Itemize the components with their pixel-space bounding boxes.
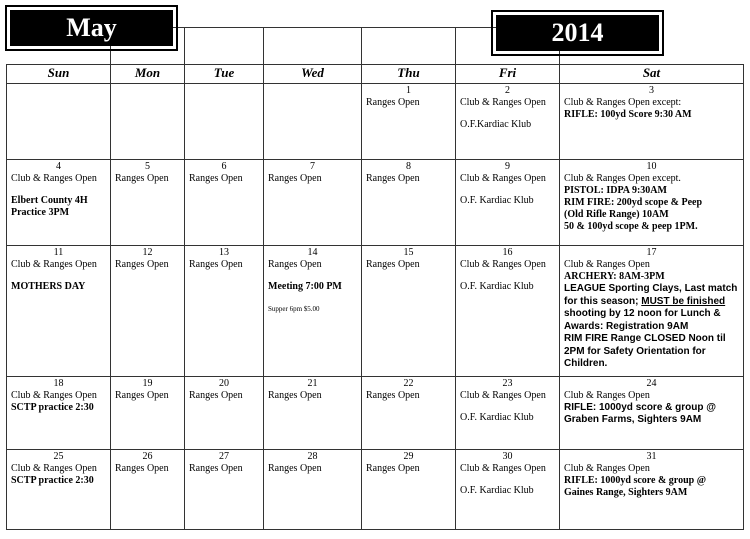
day-cell-content [456,450,559,498]
day-number: 24 [646,377,657,389]
event-line [11,281,106,293]
event-line [11,259,106,271]
day-cell-content [560,84,743,122]
event-text: Elbert County 4H [11,195,88,207]
event-text: Club & Ranges Open [460,389,546,401]
event-line [189,259,259,271]
event-text: Club & Ranges Open except. [564,173,681,185]
day-cell-content [111,246,184,272]
week-row [7,84,744,160]
event-line [11,463,106,475]
day-cell [456,84,560,160]
day-cell [264,84,362,160]
event-text: Ranges Open [115,259,169,271]
event-line [11,402,106,414]
event-line [564,209,739,221]
weekday-sun: Sun [7,65,111,84]
day-cell [185,160,264,246]
day-cell-content [7,246,110,294]
week-row [7,449,744,529]
event-line [460,119,555,131]
event-line [564,390,739,402]
calendar-weeks [7,84,744,530]
weekday-mon: Mon [111,65,185,84]
day-cell [264,160,362,246]
event-text: O.F. Kardiac Klub [460,484,534,496]
day-cell-content [185,377,263,403]
day-number: 15 [403,247,414,259]
event-text: RIM FIRE: 200yd scope & Peep [564,197,703,209]
event-line [11,195,106,207]
event-line [460,195,555,207]
event-line [189,390,259,402]
event-text: RIM FIRE Range CLOSED Noon til [564,333,726,345]
event-text: 2PM for Safety Orientation for [564,345,706,357]
event-text: Club & Ranges Open [11,259,97,271]
day-cell-content [362,450,455,476]
event-text: for this season; [564,295,642,307]
event-underlined-text: MUST be finished [641,295,726,307]
event-line [564,197,739,209]
week-row [7,376,744,449]
weekday-wed: Wed [264,65,362,84]
day-number: 2 [505,85,510,97]
event-line [564,463,739,475]
event-text: RIFLE: 100yd Score 9:30 AM [564,109,692,121]
event-text: O.F. Kardiac Klub [460,195,534,207]
event-text: Club & Ranges Open [460,97,546,109]
day-cell [560,84,744,160]
event-line [564,109,739,121]
event-text: MOTHERS DAY [11,281,86,293]
day-number: 14 [307,247,318,259]
event-text: Ranges Open [268,389,322,401]
event-text: Awards: Registration 9AM [564,320,689,332]
event-text: SCTP practice 2:30 [11,401,94,413]
day-cell-content [456,160,559,208]
day-cell-content [560,450,743,500]
event-line [115,463,180,475]
day-cell-content [456,377,559,425]
day-number: 4 [56,161,61,173]
day-cell-content [362,84,455,110]
day-cell-content [7,84,110,86]
week-row [7,160,744,246]
day-cell [362,160,456,246]
event-text: Club & Ranges Open [460,259,546,271]
event-line [564,346,739,359]
day-cell [362,246,456,376]
day-cell-content [185,160,263,186]
event-text: Ranges Open [366,97,420,109]
day-cell [264,449,362,529]
event-text: Club & Ranges Open [564,462,650,474]
day-number: 25 [53,450,64,462]
day-number: 12 [142,247,153,259]
event-line [460,97,555,109]
event-line [366,390,451,402]
event-line [564,402,739,415]
event-text: Club & Ranges Open [564,259,650,271]
weekday-sat: Sat [560,65,744,84]
day-number: 29 [403,450,414,462]
day-number: 26 [142,450,153,462]
event-line [564,173,739,185]
event-line [460,485,555,497]
month-title: May [10,10,173,46]
event-text: Club & Ranges Open [564,389,650,401]
day-cell [456,376,560,449]
event-line [189,463,259,475]
event-line [564,475,739,487]
event-text: Club & Ranges Open except: [564,97,682,109]
event-line [564,185,739,197]
event-text: Ranges Open [366,259,420,271]
event-line [460,412,555,424]
day-number: 8 [406,161,411,173]
event-text: Ranges Open [189,259,243,271]
event-text: Club & Ranges Open [11,389,97,401]
event-text: Ranges Open [189,173,243,185]
day-cell-content [7,450,110,488]
event-line [268,463,357,475]
day-cell [7,160,111,246]
day-cell [7,376,111,449]
day-number: 19 [142,377,153,389]
day-cell [264,246,362,376]
day-cell-content [264,450,361,476]
event-line [564,271,739,283]
day-cell [7,84,111,160]
day-number: 23 [502,377,513,389]
day-cell [111,376,185,449]
event-line [460,390,555,402]
day-cell [185,246,264,376]
event-line [366,173,451,185]
day-number: 31 [646,450,657,462]
day-cell-content [560,160,743,234]
day-cell [560,376,744,449]
event-line [564,358,739,371]
day-number: 27 [219,450,229,462]
event-text: ARCHERY: 8AM-3PM [564,271,665,283]
event-text: shooting by 12 noon for Lunch & [564,308,721,320]
day-cell-content [560,377,743,428]
event-line [564,296,739,309]
day-cell [7,449,111,529]
day-cell-content [560,246,743,372]
event-line [115,390,180,402]
event-line [11,475,106,487]
event-line [268,259,357,271]
event-text: Ranges Open [366,389,420,401]
calendar-grid [6,27,744,530]
event-text: Meeting 7:00 PM [268,281,342,293]
day-cell [264,376,362,449]
event-text: LEAGUE Sporting Clays, Last match [564,283,738,295]
day-cell [185,84,264,160]
event-text: Gaines Range, Sighters 9AM [564,486,688,498]
event-line [11,173,106,185]
event-text: (Old Rifle Range) 10AM [564,209,669,221]
event-text: Ranges Open [268,259,322,271]
day-cell-content [111,377,184,403]
event-text: RIFLE: 1000yd score & group @ [564,474,706,486]
event-line [115,259,180,271]
day-number: 3 [649,85,654,97]
event-line [11,207,106,219]
day-cell [185,449,264,529]
day-cell [111,84,185,160]
event-text: Ranges Open [366,173,420,185]
event-text: Ranges Open [268,173,322,185]
week-row [7,246,744,376]
day-cell [362,449,456,529]
day-number: 21 [307,377,318,389]
day-cell [456,246,560,376]
day-number: 16 [502,247,513,259]
event-line [460,259,555,271]
day-cell [560,246,744,376]
day-cell-content [456,246,559,294]
day-cell [7,246,111,376]
day-cell-content [362,377,455,403]
event-line [564,321,739,334]
day-number: 11 [53,247,64,259]
event-line [460,463,555,475]
day-cell-content [456,84,559,132]
day-number: 5 [145,161,150,173]
event-line [564,221,739,233]
day-cell [111,160,185,246]
day-cell-content [185,246,263,272]
day-number: 20 [219,377,229,389]
weekday-tue: Tue [185,65,264,84]
day-cell [362,84,456,160]
day-number: 17 [646,247,657,259]
event-text: Ranges Open [115,462,169,474]
event-line [564,259,739,271]
day-cell-content [362,160,455,186]
day-number: 13 [219,247,229,259]
day-cell-content [264,160,361,186]
event-text: 50 & 100yd scope & peep 1PM. [564,221,698,233]
event-text: Club & Ranges Open [460,173,546,185]
event-text: RIFLE: 1000yd score & group @ [564,401,717,413]
day-number: 10 [646,161,657,173]
day-cell-content [264,377,361,403]
event-line [564,487,739,499]
event-text: O.F. Kardiac Klub [460,411,534,423]
event-text: Children. [564,358,608,370]
day-cell [456,160,560,246]
weekday-header-row [7,65,744,84]
event-text: Club & Ranges Open [11,462,97,474]
day-cell-content [7,160,110,220]
event-line [366,463,451,475]
event-text: Ranges Open [115,389,169,401]
day-cell [456,449,560,529]
event-line [460,173,555,185]
event-text: O.F. Kardiac Klub [460,281,534,293]
day-number: 6 [221,161,227,173]
event-text: Ranges Open [366,462,420,474]
event-text: Ranges Open [189,389,243,401]
year-title: 2014 [496,15,659,51]
day-cell [111,246,185,376]
day-cell [111,449,185,529]
weekday-fri: Fri [456,65,560,84]
event-text: Ranges Open [189,462,243,474]
day-number: 18 [53,377,64,389]
event-line [268,390,357,402]
day-number: 22 [403,377,414,389]
day-cell-content [111,84,184,86]
event-line [564,414,739,427]
event-text: O.F.Kardiac Klub [460,119,532,131]
event-text: Ranges Open [115,173,169,185]
day-cell-content [362,246,455,272]
day-number: 7 [310,161,315,173]
event-line [268,173,357,185]
event-text: PISTOL: IDPA 9:30AM [564,185,667,197]
event-text: Practice 3PM [11,207,70,219]
event-line [366,97,451,109]
event-text: Club & Ranges Open [11,173,97,185]
day-cell [560,449,744,529]
event-line [366,259,451,271]
day-number: 28 [307,450,318,462]
day-cell [362,376,456,449]
event-text: Club & Ranges Open [460,462,546,474]
event-line [564,308,739,321]
day-cell-content [111,450,184,476]
event-text: Supper 6pm $5.00 [268,305,320,314]
day-number: 1 [406,85,411,97]
event-text: Ranges Open [268,462,322,474]
event-line [564,333,739,346]
day-cell-content [185,84,263,86]
weekday-thu: Thu [362,65,456,84]
event-line [268,281,357,293]
day-cell-content [7,377,110,415]
day-number: 30 [502,450,513,462]
event-line [564,283,739,296]
event-line [460,281,555,293]
event-line [11,390,106,402]
day-cell-content [264,246,361,316]
day-cell-content [264,84,361,86]
event-text: Graben Farms, Sighters 9AM [564,414,702,426]
event-line [564,97,739,109]
day-cell [185,376,264,449]
event-text: SCTP practice 2:30 [11,474,94,486]
event-line [115,173,180,185]
day-cell-content [111,160,184,186]
event-line [268,303,357,315]
day-cell-content [185,450,263,476]
day-number: 9 [505,161,510,173]
day-cell [560,160,744,246]
event-line [189,173,259,185]
